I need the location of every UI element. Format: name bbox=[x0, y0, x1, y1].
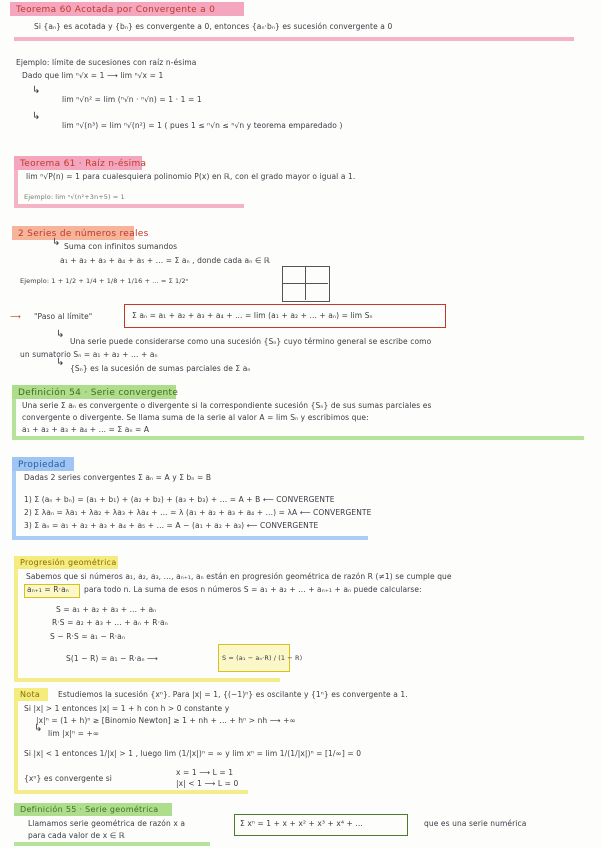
property-intro: Dadas 2 series convergentes Σ aₙ = A y Σ bₙ = B bbox=[24, 473, 212, 482]
note-line-2: Si |x| > 1 entonces |x| = 1 + h con h > 0 constante y bbox=[24, 704, 230, 713]
series-def-2: a₁ + a₂ + a₃ + a₄ + a₅ + ... = Σ aₙ , donde cada aₙ ∈ ℝ bbox=[60, 256, 270, 265]
corner-arrow-icon: ↳ bbox=[56, 357, 65, 368]
side-bar-green bbox=[12, 399, 16, 439]
property-title: Propiedad bbox=[18, 460, 66, 470]
corner-arrow-icon: ↳ bbox=[34, 723, 43, 734]
geometric-text-1: Sabemos que si números a₁, a₂, a₃, ..., aₙ₊₁, aₙ están en progresión geométrica de razón R (≠1) se cumple que bbox=[26, 572, 452, 581]
geometric-step-4: S(1 − R) = a₁ − R·aₙ ⟶ bbox=[66, 654, 158, 663]
property-rule-1: 1) Σ (aₙ + bₙ) = (a₁ + b₁) + (a₂ + b₂) + (a₃ + b₃) + ... = A + B ⟵ CONVERGENTE bbox=[24, 495, 335, 504]
example-line-3: lim ⁿ√(n³) = lim ⁿ√(n²) = 1 ( pues 1 ≤ ⁿ√n ≤ ⁿ√n y teorema emparedado ) bbox=[62, 121, 343, 130]
series-text-1: Una serie puede considerarse como una sucesión {Sₙ} cuyo término general se escribe como bbox=[70, 337, 432, 346]
underline-yellow bbox=[14, 790, 248, 794]
geometric-text-2: para todo n. La suma de esos n números S = a₁ + a₂ + ... + aₙ₊₁ + aₙ puede calcularse: bbox=[84, 585, 422, 594]
limit-step-label: "Paso al límite" bbox=[34, 312, 93, 321]
square-sketch bbox=[282, 266, 330, 302]
note-line-4: lim |x|ⁿ = +∞ bbox=[48, 729, 100, 738]
geometric-step-1: S = a₁ + a₂ + a₃ + ... + aₙ bbox=[56, 605, 157, 614]
definition-55-title: Definición 55 · Serie geométrica bbox=[20, 805, 159, 814]
note-line-5: Si |x| < 1 entonces 1/|x| > 1 , luego lim (1/|x|)ⁿ = ∞ y lim xⁿ = lim 1/(1/|x|)ⁿ = [1/∞] = 0 bbox=[24, 749, 362, 758]
definition-54-title: Definición 54 · Serie convergente bbox=[18, 388, 179, 398]
property-rule-2: 2) Σ λaₙ = λa₁ + λa₂ + λa₃ + λa₄ + ... = λ (a₁ + a₂ + a₃ + a₄ + ...) = λA ⟵ CONVERGENTE bbox=[24, 508, 372, 517]
ratio-formula: aₙ₊₁ = R·aₙ bbox=[27, 585, 69, 594]
series-text-2: un sumatorio Sₙ = a₁ + a₂ + ... + aₙ bbox=[20, 350, 158, 359]
underline-blue bbox=[12, 536, 368, 540]
square-sketch-line bbox=[305, 266, 306, 300]
theorem-61-title: Teorema 61 · Raíz n-ésima bbox=[20, 159, 147, 169]
side-bar-yellow bbox=[14, 701, 18, 793]
geometric-progression-title: Progresión geométrica bbox=[20, 558, 117, 567]
series-limit-formula: Σ aₙ = a₁ + a₂ + a₃ + a₄ + ... = lim (a₁ + a₂ + ... + aₙ) = lim Sₙ bbox=[132, 311, 373, 320]
definition-55-line-1: Llamamos serie geométrica de razón x a bbox=[28, 819, 186, 828]
definition-55-line-2: que es una serie numérica bbox=[424, 819, 527, 828]
definition-55-line-3: para cada valor de x ∈ ℝ bbox=[28, 831, 125, 840]
theorem-60-title: Teorema 60 Acotada por Convergente a 0 bbox=[16, 5, 216, 15]
theorem-60-text: Si {aₙ} es acotada y {bₙ} es convergente a 0, entonces {aₙ·bₙ} es sucesión convergente a 0 bbox=[34, 22, 393, 31]
example-line-1: Dado que lim ⁿ√x = 1 ⟶ lim ⁿ√x = 1 bbox=[22, 71, 164, 80]
note-line-1: Estudiemos la sucesión {xⁿ}. Para |x| = 1, {(−1)ⁿ} es oscilante y {1ⁿ} es convergente a 1. bbox=[58, 690, 408, 699]
underline-pink bbox=[14, 37, 574, 41]
geometric-step-3: S − R·S = a₁ − R·aₙ bbox=[50, 632, 125, 641]
note-line-6: {xⁿ} es convergente si bbox=[24, 774, 112, 783]
series-def-1: Suma con infinitos sumandos bbox=[64, 242, 178, 251]
definition-54-line-2: convergente o divergente. Se llama suma de la serie al valor A = lim Sₙ y escribimos que: bbox=[22, 413, 369, 422]
definition-54-line-3: a₁ + a₂ + a₃ + a₄ + ... = Σ aₙ = A bbox=[22, 425, 150, 434]
corner-arrow-icon: ↳ bbox=[32, 111, 41, 122]
underline-green bbox=[12, 436, 584, 440]
corner-arrow-icon: ↳ bbox=[52, 237, 61, 248]
geometric-series-formula: Σ xⁿ = 1 + x + x² + x³ + x⁴ + ... bbox=[240, 819, 363, 828]
note-title: Nota bbox=[20, 690, 41, 699]
series-text-3: {Sₙ} es la sucesión de sumas parciales de Σ aₙ bbox=[70, 364, 251, 373]
sum-formula: S = (a₁ − aₙ·R) / (1 − R) bbox=[222, 654, 303, 662]
example-heading: Ejemplo: límite de sucesiones con raíz n-ésima bbox=[16, 58, 197, 67]
example-line-2: lim ⁿ√n² = lim (ⁿ√n · ⁿ√n) = 1 · 1 = 1 bbox=[62, 95, 202, 104]
underline-yellow bbox=[14, 678, 280, 682]
property-rule-3: 3) Σ aₙ = a₁ + a₂ + a₃ + a₄ + a₅ + ... = A − (a₁ + a₂ + a₃) ⟵ CONVERGENTE bbox=[24, 521, 319, 530]
arrow-icon: ⟶ bbox=[10, 312, 21, 321]
note-case-2: |x| < 1 ⟶ L = 0 bbox=[176, 779, 239, 788]
corner-arrow-icon: ↳ bbox=[32, 85, 41, 96]
corner-arrow-icon: ↳ bbox=[56, 329, 65, 340]
note-line-3: |x|ⁿ = (1 + h)ⁿ ≥ [Binomio Newton] ≥ 1 + nh + ... + hⁿ > nh ⟶ +∞ bbox=[36, 716, 296, 725]
note-case-1: x = 1 ⟶ L = 1 bbox=[176, 768, 234, 777]
theorem-61-text: lim ⁿ√P(n) = 1 para cualesquiera polinomio P(x) en ℝ, con el grado mayor o igual a 1. bbox=[26, 172, 356, 181]
series-example: Ejemplo: 1 + 1/2 + 1/4 + 1/8 + 1/16 + ... = Σ 1/2ⁿ bbox=[20, 277, 189, 285]
theorem-61-example: Ejemplo: lim ⁿ√(n²+3n+5) = 1 bbox=[24, 193, 125, 201]
underline-pink bbox=[14, 204, 244, 208]
underline-green bbox=[14, 842, 210, 846]
side-bar-blue bbox=[12, 471, 16, 539]
series-title: 2 Series de números reales bbox=[18, 229, 149, 239]
geometric-step-2: R·S = a₂ + a₃ + ... + aₙ + R·aₙ bbox=[52, 618, 168, 627]
side-bar-pink bbox=[14, 170, 18, 206]
definition-54-line-1: Una serie Σ aₙ es convergente o divergente si la correspondiente sucesión {Sₙ} de sus sumas parciales es bbox=[22, 401, 432, 410]
side-bar-yellow bbox=[14, 569, 18, 681]
